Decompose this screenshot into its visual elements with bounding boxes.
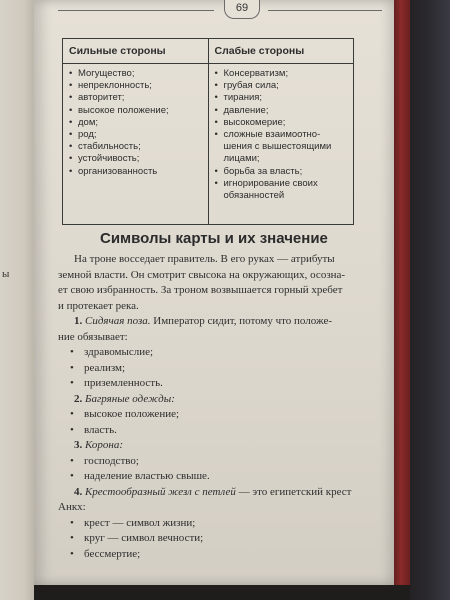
- list-item: • здравомыслие;: [58, 345, 358, 361]
- list-item: • Консерватизм;: [215, 68, 348, 80]
- text-line: На троне восседает правитель. В его руках — атрибуты: [74, 253, 335, 265]
- table-body-row: [63, 64, 354, 225]
- item-4-heading: [58, 485, 358, 501]
- list-item: • борьба за власть;: [215, 166, 348, 178]
- list-item: • игнорирование своих: [215, 178, 348, 190]
- section-title: Символы карты и их значение: [100, 230, 328, 247]
- list-item: • непреклонность;: [69, 80, 202, 92]
- item-2-bullets: [58, 407, 358, 438]
- list-item: • наделение властью свыше.: [58, 469, 358, 485]
- list-item: • высокомерие;: [215, 117, 348, 129]
- list-item-continuation: обязанностей: [223, 190, 285, 202]
- list-item: • Могущество;: [69, 68, 202, 80]
- strengths-cell: [63, 64, 209, 225]
- text-line: и протекает река.: [58, 299, 139, 312]
- list-item: • стабильность;: [69, 141, 202, 153]
- comparison-table: [62, 38, 354, 225]
- item-title: Крестообразный жезл с петлей: [85, 485, 236, 498]
- table-header-row: [63, 39, 354, 64]
- list-item: • давление;: [215, 105, 348, 117]
- list-item: • высокое положение;: [58, 407, 358, 423]
- list-item: • дом;: [69, 117, 202, 129]
- list-item: • высокое положение;: [69, 105, 202, 117]
- list-item-continuation: шения с вышестоящими: [223, 141, 332, 153]
- list-item-continuation: лицами;: [223, 153, 260, 165]
- weaknesses-list: [215, 68, 348, 202]
- item-number: 2.: [74, 392, 83, 405]
- item-title: Сидячая поза.: [85, 315, 151, 327]
- item-number: 3.: [74, 439, 83, 451]
- item-text: — это египетский крест: [235, 485, 352, 498]
- item-2-heading: [58, 392, 358, 408]
- item-4-continuation: Анкх:: [58, 501, 86, 513]
- list-item: • авторитет;: [69, 92, 202, 104]
- item-4-bullets: [58, 516, 358, 563]
- header-rule-left: [58, 10, 214, 11]
- item-title: Корона:: [85, 439, 124, 451]
- strengths-header: Сильные стороны: [63, 39, 209, 64]
- left-page-edge: [0, 0, 34, 600]
- list-item: • тирания;: [215, 92, 348, 104]
- item-text: Император сидит, потому что положе-: [150, 315, 333, 327]
- text-line: земной власти. Он смотрит свысока на окружающих, осозна-: [58, 268, 346, 281]
- item-number: 4.: [74, 485, 83, 498]
- page-number: 69: [224, 0, 260, 19]
- book-cover-edge: [392, 0, 410, 585]
- item-1-bullets: [58, 345, 358, 392]
- list-item: • бессмертие;: [58, 547, 358, 563]
- list-item: • реализм;: [58, 361, 358, 377]
- list-item: • крест — символ жизни;: [58, 516, 358, 532]
- body-text: [58, 252, 358, 562]
- list-item: • власть.: [58, 423, 358, 439]
- strengths-list: [69, 68, 202, 178]
- weaknesses-cell: [208, 64, 354, 225]
- list-item: • круг — символ вечности;: [58, 531, 358, 547]
- header-rule-right: [268, 10, 382, 11]
- text-line: ет свою избранность. За троном возвышается горный хребет: [58, 284, 343, 296]
- list-item: • господство;: [58, 454, 358, 470]
- item-number: 1.: [74, 315, 83, 327]
- list-item: • организованность: [69, 166, 202, 178]
- item-1-continuation: ние обязывает:: [58, 330, 128, 343]
- list-item: • грубая сила;: [215, 80, 348, 92]
- list-item: • приземленность.: [58, 376, 358, 392]
- item-3-heading: [58, 438, 358, 454]
- item-3-bullets: [58, 454, 358, 485]
- list-item: • устойчивость;: [69, 153, 202, 165]
- intro-paragraph: [58, 252, 358, 314]
- item-1-heading: [58, 314, 358, 330]
- list-item: • сложные взаимоотно-: [215, 129, 348, 141]
- item-title: Багряные одежды:: [85, 392, 175, 405]
- list-item: • род;: [69, 129, 202, 141]
- weaknesses-header: Слабые стороны: [208, 39, 354, 64]
- left-page-text: ы: [2, 268, 10, 280]
- page-shadow: [34, 585, 410, 600]
